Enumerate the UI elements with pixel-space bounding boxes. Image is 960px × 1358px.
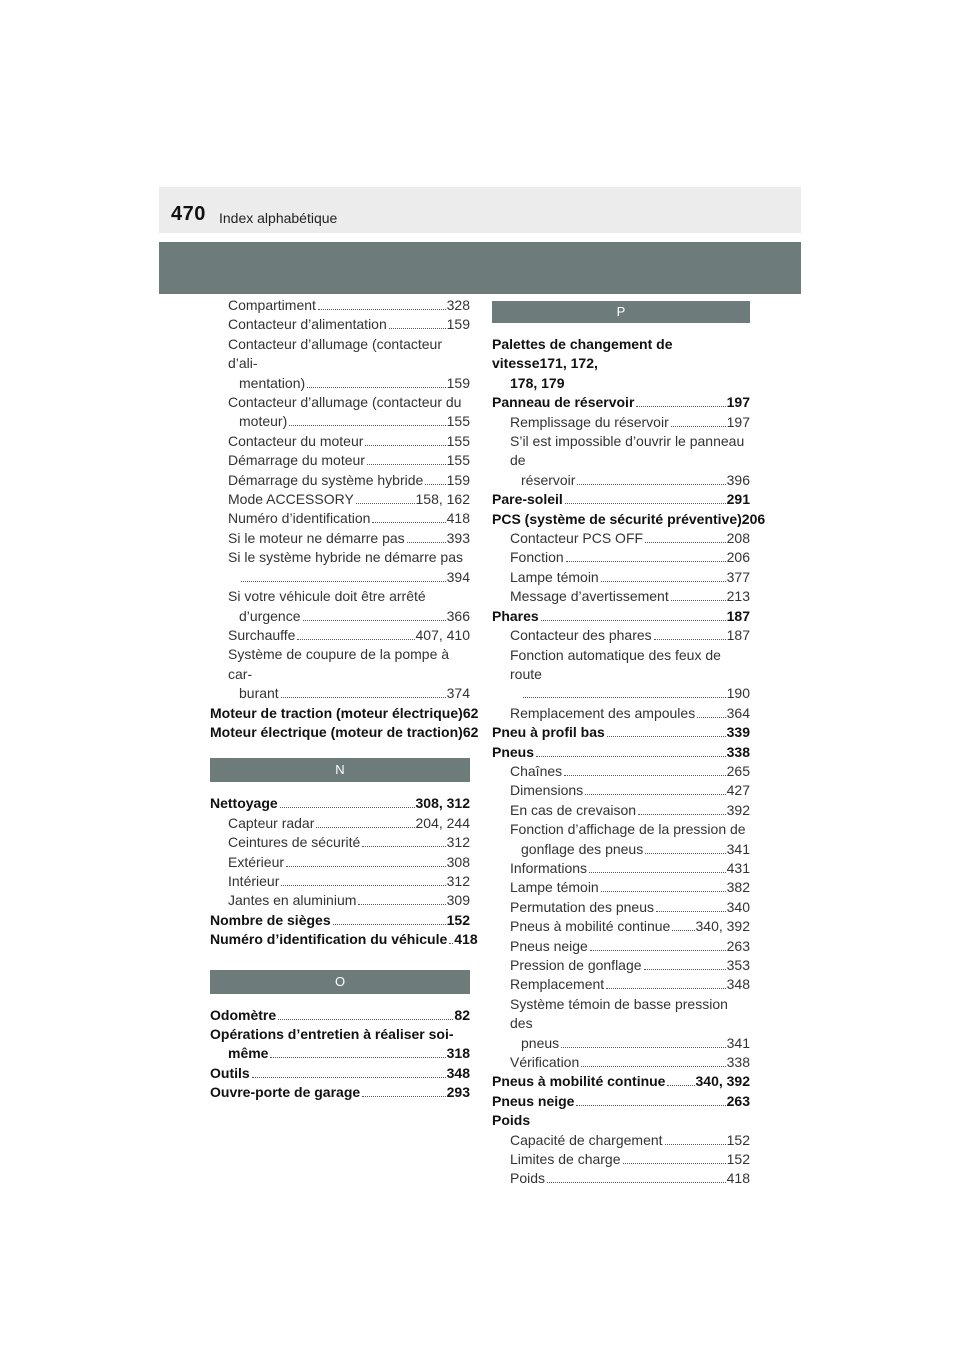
- leader-dots: [356, 503, 415, 504]
- index-entry: [210, 315, 470, 334]
- index-entry-term: Message d’avertissement: [510, 588, 669, 605]
- index-entry-page: 293: [446, 1084, 470, 1101]
- index-entry-page: 353: [726, 957, 750, 973]
- index-entry: [210, 587, 470, 626]
- leader-dots: [280, 807, 415, 808]
- leader-dots: [372, 522, 445, 523]
- index-entry-term: Contacteur d’allumage (contacteur d’ali-: [228, 335, 443, 372]
- index-entry-term: Pneus neige: [492, 1092, 575, 1109]
- index-entry: [492, 587, 750, 606]
- index-entry-page: 190: [726, 685, 750, 702]
- index-entry-page: 309: [446, 892, 470, 909]
- index-entry-page: 341: [726, 1034, 750, 1051]
- leader-dots: [672, 930, 694, 931]
- index-entry-page: 158, 162: [415, 491, 470, 508]
- index-entry-term: Poids: [510, 1170, 546, 1187]
- leader-dots: [564, 775, 725, 776]
- index-entry-term-cont: pneus: [521, 1034, 560, 1051]
- index-entry-page: 407, 410: [415, 626, 470, 643]
- leader-dots: [541, 620, 726, 621]
- index-entry: [210, 1006, 470, 1025]
- index-entry: [210, 814, 470, 833]
- leader-dots: [654, 639, 726, 640]
- index-entry-term-cont: réservoir: [521, 471, 576, 488]
- leader-dots: [389, 328, 446, 329]
- index-entry-page: 155: [446, 413, 470, 430]
- index-entry: [210, 930, 478, 949]
- index-entry-term-cont: burant: [239, 685, 279, 702]
- index-entry-continuation: [228, 412, 470, 431]
- index-entry-term: S’il est impossible d’ouvrir le panneau de: [510, 433, 745, 469]
- index-entry-page: 312: [446, 834, 470, 851]
- index-entry-term: Chaînes: [510, 762, 563, 779]
- index-entry-page: 418: [454, 931, 478, 948]
- index-entry: [492, 704, 750, 723]
- index-entry-page: 341: [726, 840, 750, 857]
- index-entry-page: 364: [726, 704, 750, 721]
- index-entry: [492, 568, 750, 587]
- index-entry-page: 431: [726, 859, 750, 876]
- index-entry-page: 263: [726, 1092, 750, 1109]
- index-entry-term: Pression de gonflage: [510, 957, 642, 973]
- index-entry: [210, 1083, 470, 1102]
- index-entry-continuation: [510, 840, 750, 859]
- index-entry-term: Moteur électrique (moteur de traction): [210, 723, 463, 740]
- index-entry-continuation: [492, 374, 750, 393]
- index-entry-term: Remplissage du réservoir: [510, 413, 669, 430]
- index-entry-term: Pneus à mobilité continue: [492, 1073, 666, 1090]
- index-entry-term: Palettes de changement de vitesse171, 172,: [492, 336, 673, 372]
- index-entry-page: 155: [446, 432, 470, 449]
- leader-dots: [289, 425, 445, 426]
- leader-dots: [656, 911, 726, 912]
- index-entry-term: Numéro d’identification: [228, 510, 371, 527]
- index-entry-term: Fonction automatique des feux de route: [510, 646, 721, 682]
- index-entry-page: 427: [726, 782, 750, 799]
- index-entry-term-cont: moteur): [239, 413, 288, 430]
- index-entry-page: 382: [726, 879, 750, 896]
- index-entry: [210, 548, 470, 587]
- index-entry: [210, 490, 470, 509]
- index-entry-page: 338: [726, 1054, 750, 1071]
- index-entry-term: Informations: [510, 859, 588, 876]
- index-entry-term: Opérations d’entretien à réaliser soi-: [210, 1026, 454, 1042]
- leader-dots: [252, 1077, 446, 1078]
- leader-dots: [358, 904, 445, 905]
- index-entry: [492, 937, 750, 956]
- index-entry-page: 159: [446, 374, 470, 391]
- index-entry-continuation: [228, 374, 470, 393]
- index-entry-page: 197: [726, 413, 750, 430]
- index-entry-term: En cas de crevaison: [510, 801, 637, 818]
- index-entry-term: Système de coupure de la pompe à car-: [228, 646, 450, 682]
- index-entry-continuation: [228, 568, 470, 587]
- leader-dots: [362, 846, 445, 847]
- index-entry-term: Vérification: [510, 1054, 580, 1071]
- index-entry: [210, 833, 470, 852]
- index-entry: [492, 878, 750, 897]
- index-entry-term: Démarrage du système hybride: [228, 471, 424, 488]
- index-entry-term: Capacité de chargement: [510, 1131, 663, 1148]
- leader-dots: [645, 853, 725, 854]
- index-entry-page: 374: [446, 685, 470, 702]
- index-entry: [210, 723, 479, 742]
- index-entry: [492, 1150, 750, 1169]
- index-entry-continuation: [228, 607, 470, 626]
- index-entry-page: 348: [446, 1064, 470, 1081]
- index-entry: [492, 743, 750, 762]
- index-entry-term: Nettoyage: [210, 795, 278, 812]
- index-entry-page: 291: [726, 491, 750, 508]
- index-entry-term: Contacteur des phares: [510, 627, 652, 644]
- index-entry: [492, 1072, 750, 1091]
- leader-dots: [565, 503, 726, 504]
- index-entry-term: Numéro d’identification du véhicule: [210, 931, 448, 948]
- index-entry-term: Contacteur PCS OFF: [510, 530, 644, 547]
- index-entry-page: 82: [454, 1006, 470, 1023]
- index-entry: [492, 548, 750, 567]
- index-entry-term-cont: même: [228, 1045, 269, 1062]
- index-entry-page: 418: [726, 1170, 750, 1187]
- index-entry-continuation: [210, 1044, 470, 1063]
- index-entry-continuation: [510, 684, 750, 703]
- index-entry: [492, 1053, 750, 1072]
- index-entry-page: 308: [446, 853, 470, 870]
- index-entry-page: 396: [726, 471, 750, 488]
- index-entry-term: Outils: [210, 1064, 250, 1081]
- index-entry: [492, 1169, 750, 1188]
- leader-dots: [278, 1019, 453, 1020]
- leader-dots: [566, 561, 726, 562]
- index-entry-page: 339: [726, 724, 750, 741]
- index-entry: [492, 859, 750, 878]
- leader-dots: [589, 872, 726, 873]
- index-entry-term: Poids: [492, 1112, 531, 1129]
- index-entry-page: 263: [726, 937, 750, 954]
- leader-dots: [601, 581, 726, 582]
- index-entry-term: Ceintures de sécurité: [228, 834, 361, 851]
- index-entry-term: Limites de charge: [510, 1151, 621, 1168]
- index-entry: [210, 794, 470, 813]
- leader-dots: [601, 891, 726, 892]
- index-entry-term: Capteur radar: [228, 814, 315, 831]
- leader-dots: [590, 950, 726, 951]
- index-entry-term: Moteur de traction (moteur électrique): [210, 704, 463, 721]
- leader-dots: [536, 756, 726, 757]
- index-entry-continuation: [510, 471, 750, 490]
- index-entry: [492, 607, 750, 626]
- index-column-left: [210, 296, 479, 1103]
- index-entry-term-cont: gonflage des pneus: [521, 840, 644, 857]
- index-entry: [492, 975, 750, 994]
- index-entry-term: Remplacement des ampoules: [510, 704, 696, 721]
- index-entry: [492, 432, 750, 490]
- index-group-n: [210, 794, 478, 949]
- index-entry-page: 340: [726, 898, 750, 915]
- index-entry: [492, 1111, 750, 1130]
- index-entry-page: 393: [446, 529, 470, 546]
- index-entry-page: 338: [726, 743, 750, 760]
- section-header-p: P: [492, 301, 750, 323]
- index-entry: [492, 917, 750, 936]
- index-entry: [210, 471, 470, 490]
- index-entry-term: Nombre de sièges: [210, 911, 331, 928]
- index-entry-term: Odomètre: [210, 1006, 277, 1023]
- leader-dots: [449, 943, 453, 944]
- index-entry-page: 348: [726, 976, 750, 993]
- index-entry: [492, 1131, 750, 1150]
- section-header-o: O: [210, 970, 470, 994]
- index-entry-term: Fonction d’affichage de la pression de: [510, 821, 746, 838]
- index-entry-term: Contacteur d’allumage (contacteur du: [228, 394, 462, 411]
- decorative-band: [159, 242, 801, 294]
- index-entry: [210, 853, 470, 872]
- index-entry-page: 206: [726, 549, 750, 566]
- index-entry-page: 340, 392: [695, 1073, 750, 1090]
- index-entry-continuation: [228, 684, 470, 703]
- index-entry: [492, 723, 750, 742]
- leader-dots: [697, 717, 725, 718]
- leader-dots: [316, 827, 414, 828]
- page-number: 470: [171, 203, 206, 225]
- index-entry: [492, 820, 750, 859]
- index-entry: [492, 956, 750, 975]
- leader-dots: [638, 814, 726, 815]
- index-entry-page: 340, 392: [695, 918, 750, 935]
- index-entry: [210, 704, 479, 723]
- index-entry: [492, 781, 750, 800]
- leader-dots: [286, 866, 446, 867]
- index-entry-term: Démarrage du moteur: [228, 452, 365, 469]
- leader-dots: [365, 445, 445, 446]
- index-entry-term: Remplacement: [510, 976, 605, 993]
- leader-dots: [644, 969, 726, 970]
- index-entry: [492, 646, 750, 704]
- index-entry: [492, 393, 750, 412]
- index-entry-page: 392: [726, 801, 750, 818]
- leader-dots: [606, 988, 725, 989]
- leader-dots: [367, 464, 446, 465]
- index-entry-page: 328: [446, 297, 470, 313]
- index-entry-page: 213: [726, 588, 750, 605]
- index-entry-page: 308, 312: [415, 795, 470, 812]
- index-entry-term: Contacteur d’alimentation: [228, 316, 387, 333]
- leader-dots: [241, 581, 446, 582]
- index-entry-page: 152: [726, 1151, 750, 1168]
- index-entry-term: Surchauffe: [228, 626, 296, 643]
- index-entry: [210, 626, 470, 645]
- index-entry-page: 187: [726, 607, 750, 624]
- index-group-c-continued: [210, 296, 479, 742]
- leader-dots: [561, 1047, 725, 1048]
- index-entry: [492, 490, 750, 509]
- leader-dots: [607, 736, 726, 737]
- index-entry-term: Mode ACCESSORY: [228, 491, 354, 508]
- index-entry: [492, 898, 750, 917]
- leader-dots: [636, 406, 725, 407]
- leader-dots: [665, 1144, 726, 1145]
- index-entry-term-cont: mentation): [239, 374, 306, 391]
- index-entry: [210, 645, 470, 703]
- page-title: Index alphabétique: [219, 210, 338, 226]
- index-entry-continuation: [510, 1034, 750, 1053]
- index-entry: [210, 451, 470, 470]
- index-entry: [210, 335, 470, 393]
- index-entry-page: 159: [446, 471, 470, 488]
- leader-dots: [425, 484, 445, 485]
- section-header-n: N: [210, 758, 470, 782]
- index-group-p: [492, 335, 766, 1189]
- leader-dots: [645, 542, 726, 543]
- leader-dots: [281, 697, 446, 698]
- index-entry-page: 377: [726, 568, 750, 585]
- index-entry-term: Extérieur: [228, 853, 285, 870]
- index-entry: [210, 911, 470, 930]
- leader-dots: [581, 1066, 725, 1067]
- index-group-o: [210, 1006, 470, 1103]
- index-entry: [210, 872, 470, 891]
- index-entry: [210, 1025, 470, 1064]
- index-entry-term: Fonction: [510, 549, 564, 566]
- index-entry-page: 418: [446, 510, 470, 527]
- leader-dots: [297, 639, 414, 640]
- index-entry-term: Si votre véhicule doit être arrêté: [228, 588, 426, 605]
- index-entry-page: 394: [446, 568, 470, 585]
- index-entry-page: 62: [462, 704, 479, 721]
- index-entry: [210, 393, 470, 432]
- index-entry-term: Si le système hybride ne démarre pas: [228, 549, 463, 566]
- index-entry-page: 206: [741, 510, 766, 527]
- index-entry-page: 265: [726, 762, 750, 779]
- index-entry: [492, 762, 750, 781]
- leader-dots: [303, 620, 446, 621]
- index-entry-term: Si le moteur ne démarre pas: [228, 529, 405, 546]
- index-entry: [492, 995, 750, 1053]
- index-entry-page: 312: [446, 872, 470, 889]
- index-entry: [210, 891, 470, 910]
- leader-dots: [281, 885, 445, 886]
- index-entry: [492, 510, 766, 529]
- index-entry-term: Lampe témoin: [510, 879, 599, 896]
- leader-dots: [318, 309, 446, 310]
- leader-dots: [577, 484, 725, 485]
- leader-dots: [623, 1163, 726, 1164]
- index-entry: [210, 296, 470, 315]
- index-entry-term: Système témoin de basse pression des: [510, 995, 728, 1032]
- leader-dots: [407, 542, 446, 543]
- index-entry-page: 159: [446, 316, 470, 333]
- index-entry-page: 366: [446, 607, 470, 624]
- index-entry-term: Contacteur du moteur: [228, 432, 364, 449]
- index-entry: [210, 509, 470, 528]
- index-entry-term: Permutation des pneus: [510, 898, 654, 915]
- index-entry-page: 152: [726, 1131, 750, 1148]
- index-entry-page: 204, 244: [415, 814, 470, 831]
- index-entry-term: PCS (système de sécurité préventive): [492, 510, 742, 527]
- leader-dots: [270, 1057, 445, 1058]
- index-entry-term: Panneau de réservoir: [492, 394, 635, 411]
- index-entry-term: Jantes en aluminium: [228, 892, 357, 909]
- index-entry: [492, 801, 750, 820]
- leader-dots: [671, 426, 726, 427]
- index-entry-term-cont: d’urgence: [239, 607, 301, 624]
- index-column-right: [492, 301, 766, 1189]
- index-entry: [492, 529, 750, 548]
- leader-dots: [523, 697, 726, 698]
- index-entry-page: 155: [446, 452, 470, 469]
- index-entry: [210, 432, 470, 451]
- index-entry-term: Pneus neige: [510, 937, 588, 954]
- index-entry-term: Lampe témoin: [510, 568, 599, 585]
- index-entry-term: Ouvre-porte de garage: [210, 1084, 361, 1101]
- index-entry-page: 62: [462, 723, 479, 740]
- index-entry-page: 208: [726, 530, 750, 547]
- index-entry: [492, 626, 750, 645]
- index-entry-term: Pare-soleil: [492, 491, 563, 508]
- index-entry-term-cont: 178, 179: [510, 374, 565, 391]
- leader-dots: [362, 1096, 445, 1097]
- index-entry: [492, 413, 750, 432]
- index-entry-term: Intérieur: [228, 872, 280, 889]
- index-entry: [210, 1064, 470, 1083]
- index-entry-page: 318: [446, 1045, 470, 1062]
- index-entry: [492, 335, 750, 393]
- index-entry-page: 187: [726, 627, 750, 644]
- leader-dots: [667, 1085, 694, 1086]
- leader-dots: [585, 794, 726, 795]
- leader-dots: [576, 1105, 725, 1106]
- index-entry-term: Dimensions: [510, 782, 584, 799]
- leader-dots: [547, 1182, 726, 1183]
- index-entry-term: Compartiment: [228, 297, 316, 313]
- leader-dots: [333, 924, 446, 925]
- leader-dots: [307, 387, 445, 388]
- index-entry-term: Pneus à mobilité continue: [510, 918, 671, 935]
- index-entry-page: 197: [726, 394, 750, 411]
- index-entry: [210, 529, 470, 548]
- index-entry-page: 152: [446, 911, 470, 928]
- index-entry-term: Pneu à profil bas: [492, 724, 605, 741]
- leader-dots: [671, 600, 726, 601]
- index-entry: [492, 1092, 750, 1111]
- index-entry-term: Phares: [492, 607, 539, 624]
- index-entry-term: Pneus: [492, 743, 535, 760]
